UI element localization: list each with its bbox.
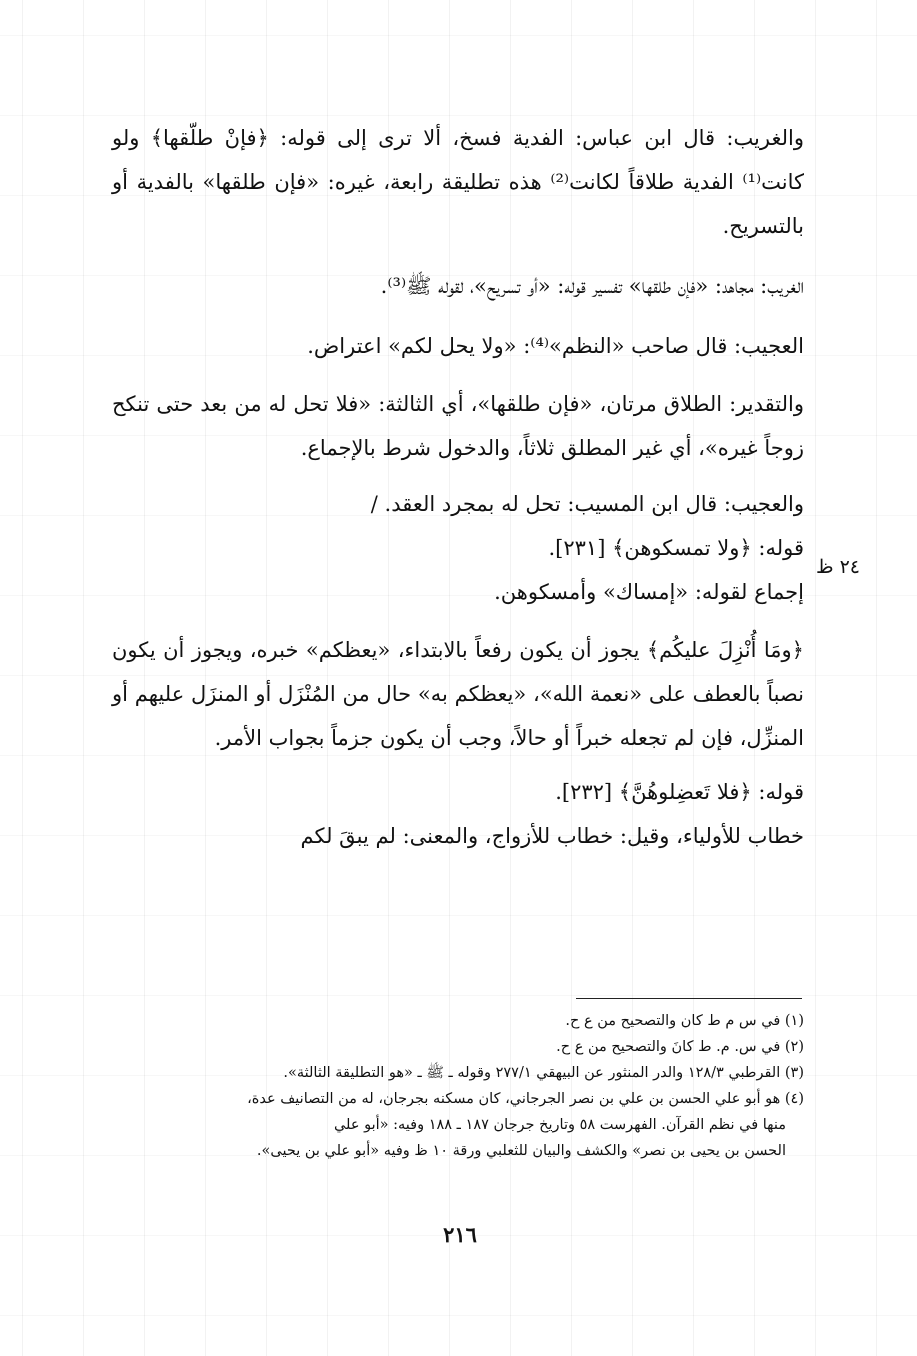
footnote-2: (٢) في س. م. ط كانَ والتصحيح من ع ح. (556, 1039, 804, 1055)
page-number: ٢١٦ (443, 1222, 477, 1247)
main-text (112, 116, 804, 858)
paragraph-6: قوله: ﴿ولا تمسكوهن﴾ [٢٣١]. (548, 536, 804, 560)
paragraph-10: خطاب للأولياء، وقيل: خطاب للأزواج، والمعنى: لم يبقَ لكم (300, 824, 804, 848)
folio-margin-note: ٢٤ ظ (815, 556, 860, 578)
paragraph-1: والغريب: قال ابن عباس: الفدية فسخ، ألا ترى إلى قوله: ﴿فإنْ طلّقها﴾ ولو كانت⁽¹⁾ الفدية طلاقاً لكانت⁽²⁾ هذه تطليقة رابعة، غيره: «فإن طلقها» بالفدية أو بالتسريح. (112, 126, 804, 238)
footnote-4-line-3: الحسن بن يحيى بن نصر» والكشف والبيان للثعلبي ورقة ١٠ ظ وفيه «أبو علي بن يحيى». (256, 1143, 786, 1159)
paragraph-3: العجيب: قال صاحب «النظم»⁽⁴⁾: «ولا يحل لكم» اعتراض. (307, 334, 804, 358)
footnote-3: (٣) القرطبي ١٢٨/٣ والدر المنثور عن البيهقي ٢٧٧/١ وقوله ـ ﷺ ـ «هو التطليقة الثالثة». (283, 1065, 804, 1081)
paragraph-8: ﴿ومَا أُنْزِلَ عليكُم﴾ يجوز أن يكون رفعاً بالابتداء، «يعظكم» خبره، ويجوز أن يكون نصباً بالعطف على «نعمة الله»، «يعظكم به» حال من المُنْزَل أو المنزَل عليهم أو المنزِّل، فإن لم تجعله خبراً أو حالاً، وجب أن يكون جزماً بجواب الأمر. (112, 638, 804, 750)
footnote-4-line-2: منها في نظم القرآن. الفهرست ٥٨ وتاريخ جرجان ١٨٧ ـ ١٨٨ وفيه: «أبو علي (333, 1117, 786, 1133)
paragraph-7: إجماع لقوله: «إمساك» وأمسكوهن. (494, 580, 804, 604)
paragraph-4: والتقدير: الطلاق مرتان، «فإن طلقها»، أي الثالثة: «فلا تحل له من بعد حتى تنكح زوجاً غيره»، أي غير المطلق ثلاثاً، والدخول شرط بالإجماع. (112, 392, 804, 460)
footnote-4: (٤) هو أبو علي الحسن بن علي بن نصر الجرجاني، كان مسكنه بجرجان، له من التصانيف عدة، (247, 1091, 804, 1107)
paragraph-9: قوله: ﴿فلا تَعضِلوهُنَّ﴾ [٢٣٢]. (555, 780, 804, 804)
paragraph-5: والعجيب: قال ابن المسيب: تحل له بمجرد العقد. / (370, 492, 804, 516)
paragraph-2: الغريب: مجاهد: «فإن طلقها» تفسير قوله: «أو تسريح»، لقوله ﷺ⁽³⁾. (380, 274, 804, 298)
footnote-1: (١) في س م ط كان والتصحيح من ع ح. (565, 1013, 804, 1029)
footnotes (112, 1008, 804, 1164)
footnote-separator (576, 998, 802, 999)
